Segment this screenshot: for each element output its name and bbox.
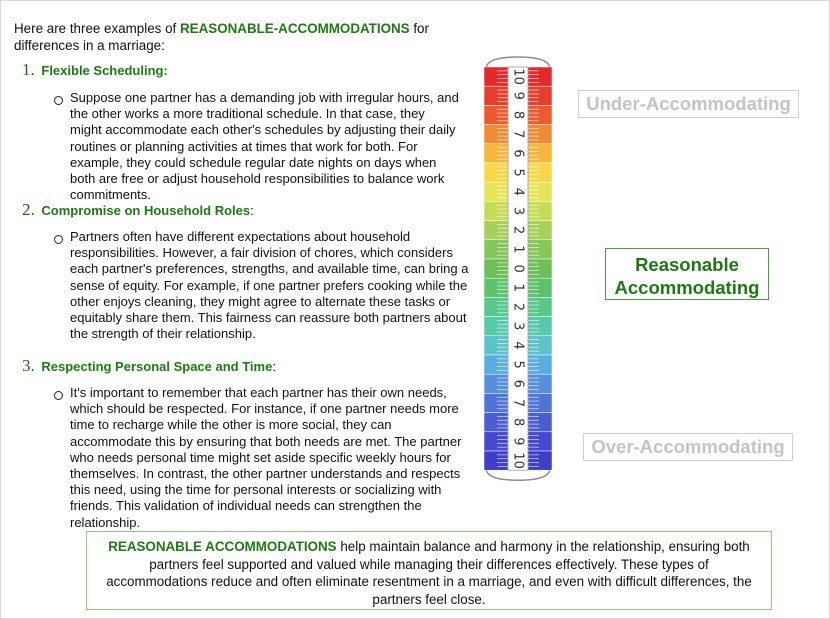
scale-segment-left bbox=[484, 144, 508, 163]
scale-segment-left bbox=[484, 278, 508, 297]
scale-number: 4 bbox=[510, 341, 526, 350]
section-1-title: Flexible Scheduling: bbox=[41, 63, 168, 78]
reasonable-label-line-1: Reasonable bbox=[635, 254, 739, 275]
scale-number: 5 bbox=[510, 168, 526, 177]
summary-box bbox=[86, 531, 772, 610]
section-2-text: Partners often have different expectations about household responsibilities. However, a fair division of chores, which considers each partner's preferences, strengths, and available time, can bring a sense of equity. For example, if one partner prefers cooking while the other enjoys cleaning, they might agree to alternate these tasks or equitably share them. This fairness can reassure both partners about the strength of their relationship. bbox=[70, 229, 469, 342]
scale-number: 8 bbox=[510, 418, 526, 427]
intro-suffix: for differences in a marriage: bbox=[14, 21, 429, 53]
scale-number: 6 bbox=[510, 379, 526, 388]
over-accommodating-label: Over-Accommodating bbox=[583, 433, 793, 461]
scale-number: 7 bbox=[510, 398, 526, 408]
scale-segment-left bbox=[484, 163, 508, 182]
scale-segment-right bbox=[528, 144, 552, 163]
intro-paragraph bbox=[14, 20, 454, 54]
scale-segment-right bbox=[528, 86, 552, 105]
scale-segment-right bbox=[528, 201, 552, 220]
scale-segment-right bbox=[528, 125, 552, 144]
intro-prefix: Here are three examples of bbox=[14, 21, 180, 36]
scale-segment-right bbox=[528, 105, 552, 124]
scale-number: 3 bbox=[510, 322, 526, 331]
scale-number: 6 bbox=[510, 149, 526, 158]
scale-segment-left bbox=[484, 317, 508, 336]
scale-segment-right bbox=[528, 451, 552, 470]
reasonable-accommodating-label bbox=[605, 248, 769, 300]
scale-segment-left bbox=[484, 221, 508, 240]
section-1-text: Suppose one partner has a demanding job with irregular hours, and the other works a more traditional schedule. In that case, they might accommodate each other's schedules by adjusting their daily routines or planning activities at times that work for both. For example, they could schedule regular date nights on days when both are free or adjust household responsibilities to balance work commitments. bbox=[70, 90, 459, 203]
scale-segment-left bbox=[484, 67, 508, 86]
scale-segment-left bbox=[484, 125, 508, 144]
scale-segment-right bbox=[528, 278, 552, 297]
scale-segment-right bbox=[528, 259, 552, 278]
scale-number: 10 bbox=[510, 68, 526, 85]
scale-segment-right bbox=[528, 374, 552, 393]
under-accommodating-label: Under-Accommodating bbox=[578, 90, 799, 118]
summary-text: help maintain balance and harmony in the relationship, ensuring both partners feel supported and valued while managing their differences effectively. These types of accommodations reduce and often eliminate resentment in a marriage, and even with difficult differences, the partners feel close. bbox=[106, 539, 752, 607]
scale-number: 4 bbox=[510, 187, 526, 196]
section-2-heading bbox=[22, 201, 254, 220]
scale-segment-right bbox=[528, 67, 552, 86]
section-1-heading bbox=[22, 61, 168, 80]
scale-number: 8 bbox=[510, 110, 526, 120]
scale-number: 2 bbox=[510, 302, 526, 312]
accommodation-scale bbox=[480, 55, 556, 495]
scale-number: 10 bbox=[510, 452, 526, 469]
scale-segment-left bbox=[484, 451, 508, 470]
section-2-title-suffix: : bbox=[250, 203, 254, 218]
scale-segment-left bbox=[484, 374, 508, 393]
scale-segment-right bbox=[528, 182, 552, 201]
section-3-heading bbox=[22, 357, 276, 376]
scale-segment-left bbox=[484, 432, 508, 451]
scale-segment-left bbox=[484, 182, 508, 201]
scale-segment-left bbox=[484, 393, 508, 412]
scale-segment-left bbox=[484, 355, 508, 374]
section-2-number: 2. bbox=[22, 200, 35, 219]
scale-segment-left bbox=[484, 105, 508, 124]
bullet-icon bbox=[54, 96, 63, 105]
scale-segment-left bbox=[484, 413, 508, 432]
section-3-title-suffix: : bbox=[272, 359, 276, 374]
intro-highlight: REASONABLE-ACCOMMODATIONS bbox=[179, 21, 410, 36]
scale-segment-right bbox=[528, 432, 552, 451]
scale-segment-left bbox=[484, 86, 508, 105]
bullet-icon bbox=[54, 235, 63, 244]
scale-segment-right bbox=[528, 221, 552, 240]
scale-number: 7 bbox=[510, 130, 526, 139]
scale-number: 9 bbox=[510, 91, 526, 100]
summary-highlight: REASONABLE ACCOMMODATIONS bbox=[108, 539, 337, 554]
section-1-number: 1. bbox=[22, 60, 35, 79]
bullet-icon bbox=[54, 391, 63, 400]
scale-segment-right bbox=[528, 297, 552, 316]
scale-segment-right bbox=[528, 336, 552, 355]
scale-segment-right bbox=[528, 355, 552, 374]
section-3-number: 3. bbox=[22, 356, 35, 375]
scale-number: 1 bbox=[510, 283, 526, 292]
scale-segment-left bbox=[484, 259, 508, 278]
reasonable-label-line-2: Accommodating bbox=[614, 277, 760, 298]
scale-number: 0 bbox=[510, 264, 526, 273]
scale-number: 1 bbox=[510, 245, 526, 254]
section-3-title: Respecting Personal Space and Time bbox=[41, 359, 273, 374]
scale-segment-left bbox=[484, 297, 508, 316]
scale-segment-right bbox=[528, 393, 552, 412]
scale-number: 2 bbox=[510, 226, 526, 235]
scale-number: 5 bbox=[510, 360, 526, 369]
scale-segment-right bbox=[528, 413, 552, 432]
scale-segment-left bbox=[484, 201, 508, 220]
section-2-title: Compromise on Household Roles bbox=[41, 203, 251, 218]
scale-number: 9 bbox=[510, 437, 526, 446]
scale-segment-left bbox=[484, 336, 508, 355]
scale-segment-right bbox=[528, 240, 552, 259]
scale-segment-right bbox=[528, 317, 552, 336]
section-3-text: It's important to remember that each partner has their own needs, which should be respected. For instance, if one partner needs more time to recharge while the other is more social, they can accommodate this by ensuring that both needs are met. The partner who needs personal time might set aside specific weekly hours for themselves. In contrast, the other partner understands and respects this need, using the time for personal interests or socializing with friends. This validation of individual needs can strengthen the relationship. bbox=[70, 385, 462, 530]
scale-segment-left bbox=[484, 240, 508, 259]
scale-segment-right bbox=[528, 163, 552, 182]
scale-number: 3 bbox=[510, 206, 526, 216]
